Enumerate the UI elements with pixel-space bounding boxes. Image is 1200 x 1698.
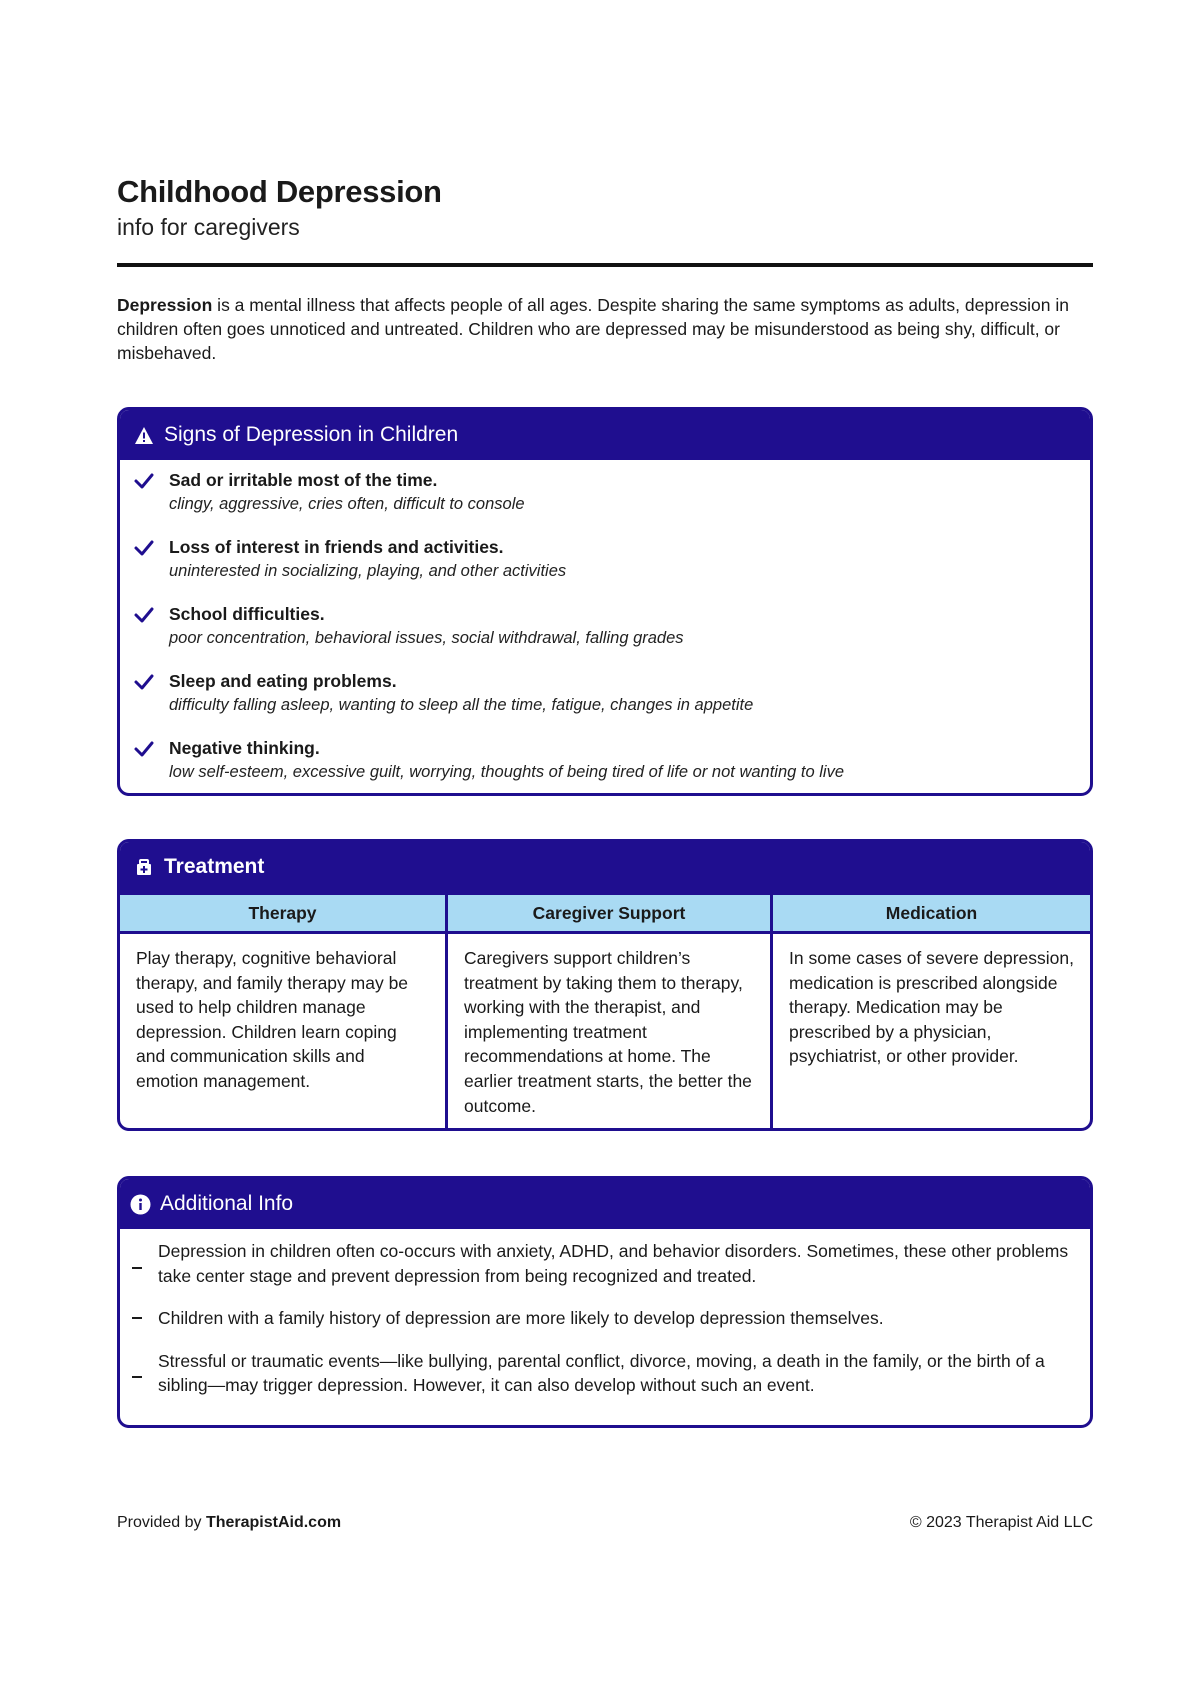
intro-bold-term: Depression — [117, 295, 213, 315]
signs-list — [120, 460, 1090, 796]
treatment-column-header: Caregiver Support — [448, 892, 770, 934]
check-icon — [133, 671, 155, 693]
treatment-column-caregiver-support — [445, 892, 770, 1128]
additional-info-card-title: Additional Info — [160, 1192, 294, 1215]
sign-desc: poor concentration, behavioral issues, social withdrawal, falling grades — [169, 629, 684, 647]
dash-icon — [132, 1376, 142, 1378]
page-subtitle: info for caregivers — [117, 214, 300, 240]
check-icon — [133, 537, 155, 559]
footer-brand-link[interactable]: TherapistAid.com — [205, 1514, 342, 1531]
additional-info-list — [120, 1229, 1090, 1398]
list-item — [132, 1306, 1070, 1331]
treatment-column-body: In some cases of severe depression, medication is prescribed alongside therapy. Medication may be prescribed by a physician, psychiatrist, or other provider. — [789, 948, 1075, 1067]
intro-text: is a mental illness that affects people of all ages. Despite sharing the same symptoms as adults, depression in children often goes unnoticed and untreated. Children who are depressed may be misunderstood as being shy, difficult, or misbehaved. — [117, 295, 1069, 363]
sign-title: Sad or irritable most of the time. — [169, 470, 438, 490]
signs-card — [117, 407, 1093, 796]
dash-icon — [132, 1317, 142, 1319]
check-icon — [133, 604, 155, 626]
warning-icon — [133, 424, 155, 446]
list-item — [133, 669, 1090, 736]
sign-desc: difficulty falling asleep, wanting to sleep all the time, fatigue, changes in appetite — [169, 696, 754, 714]
treatment-icon — [133, 856, 155, 878]
treatment-column-body: Caregivers support children’s treatment by taking them to therapy, working with the therapist, and implementing treatment recommendations at home. The earlier treatment starts, the better the outcome. — [464, 948, 752, 1116]
sign-desc: uninterested in socializing, playing, and other activities — [169, 562, 567, 580]
list-item — [132, 1349, 1070, 1398]
treatment-card-title: Treatment — [164, 855, 265, 878]
treatment-table — [120, 892, 1090, 1128]
treatment-column-header: Therapy — [120, 892, 445, 934]
treatment-column-therapy — [120, 892, 445, 1128]
sign-title: Sleep and eating problems. — [169, 671, 397, 691]
sign-title: School difficulties. — [169, 604, 325, 624]
title-divider — [117, 263, 1093, 267]
info-text: Children with a family history of depression are more likely to develop depression themselves. — [158, 1308, 884, 1329]
sign-title: Negative thinking. — [169, 738, 320, 758]
info-text: Stressful or traumatic events—like bullying, parental conflict, divorce, moving, a death in the family, or the birth of a sibling—may trigger depression. However, it can also develop without such an event. — [158, 1350, 1045, 1396]
intro-paragraph — [117, 293, 1093, 365]
sign-title: Loss of interest in friends and activities. — [169, 537, 504, 557]
info-icon — [129, 1193, 151, 1215]
list-item — [133, 468, 1090, 535]
check-icon — [133, 470, 155, 492]
additional-info-card — [117, 1176, 1093, 1428]
list-item — [133, 602, 1090, 669]
page — [117, 172, 1093, 1396]
info-text: Depression in children often co-occurs with anxiety, ADHD, and behavior disorders. Sometimes, these other problems take center stage and prevent depression from being recognized and treated. — [158, 1241, 1069, 1286]
treatment-column-body: Play therapy, cognitive behavioral therapy, and family therapy may be used to help children manage depression. Children learn coping and communication skills and emotion management. — [136, 948, 409, 1091]
treatment-card-header — [120, 842, 1090, 892]
sign-desc: low self-esteem, excessive guilt, worrying, thoughts of being tired of life or not wanting to live — [169, 763, 845, 781]
check-icon — [133, 738, 155, 760]
additional-info-card-header — [120, 1179, 1090, 1229]
footer — [117, 1514, 1093, 1532]
page-title: Childhood Depression — [117, 174, 442, 209]
signs-card-header — [120, 410, 1090, 460]
signs-card-title: Signs of Depression in Children — [164, 423, 459, 446]
list-item — [133, 736, 1090, 796]
treatment-column-header: Medication — [773, 892, 1090, 934]
list-item — [133, 535, 1090, 602]
treatment-column-medication — [770, 892, 1090, 1128]
sign-desc: clingy, aggressive, cries often, difficult to console — [169, 495, 525, 513]
list-item — [132, 1239, 1070, 1288]
footer-provided-by: Provided by TherapistAid.com — [117, 1514, 342, 1531]
footer-copyright: © 2023 Therapist Aid LLC — [909, 1514, 1093, 1531]
treatment-card — [117, 839, 1093, 1131]
dash-icon — [132, 1267, 142, 1269]
